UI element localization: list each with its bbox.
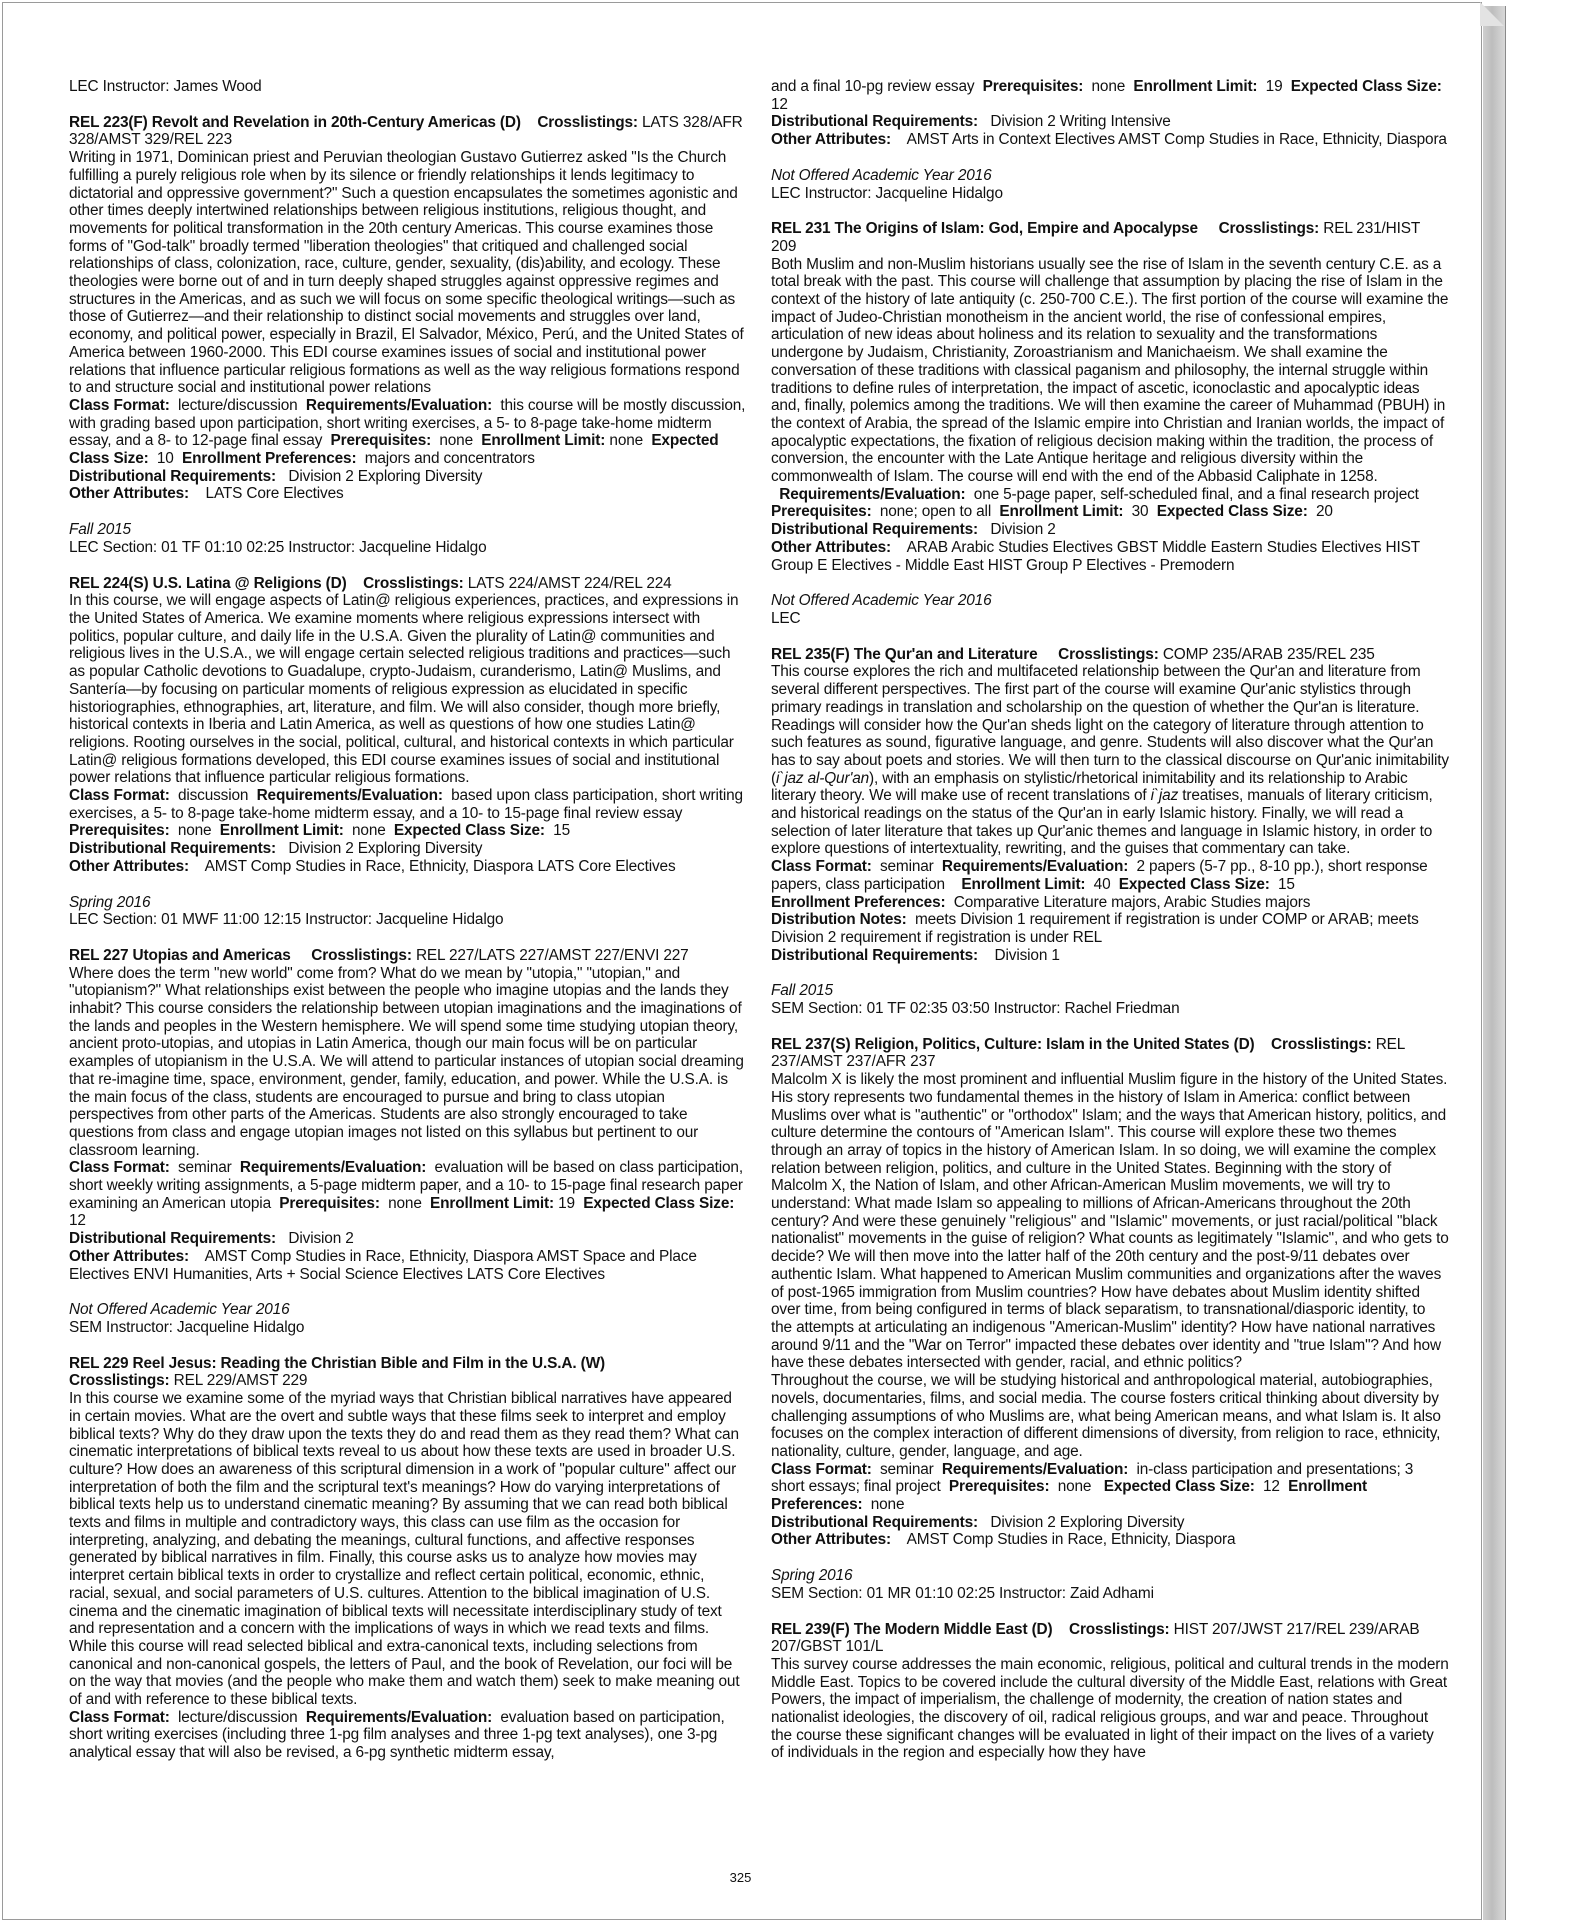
crosslistings-label: Crosslistings: [69, 1372, 170, 1390]
offering-rel-223 [69, 521, 747, 556]
section-info: LEC Section: 01 TF 01:10 02:25 Instructor: Jacqueline Hidalgo [69, 538, 487, 556]
course-details [69, 397, 747, 468]
other-attributes-value: ARAB Arabic Studies Electives GBST Middle Eastern Studies Electives HIST Group E Electives - Middle East HIST Group P Electives - Premodern [771, 538, 1420, 574]
offering-rel-235 [771, 982, 1449, 1017]
section-info: LEC Instructor: Jacqueline Hidalgo [771, 184, 1003, 202]
requirements-value: 2 papers (5-7 pp., 8-10 pp.), short response papers, class participation [771, 858, 1428, 893]
prerequisites-value: none [439, 432, 473, 450]
distributional-value: Division 2 [288, 1230, 354, 1248]
crosslistings-value: REL 237/AMST 237/AFR 237 [771, 1035, 1405, 1071]
enrollment-limit-value: 19 [558, 1194, 575, 1212]
distributional-label: Distributional Requirements: [771, 521, 979, 539]
course-description: This survey course addresses the main economic, religious, political and cultural trends in the modern Middle East. Topics to be covered include the cultural diversity of the Middle East, relations with Great Powers, the impact of imperialism, the challenge of modernity, the creation of nation states and nationalist ideologies, the discovery of oil, radical religious groups, and war and peace. Throughout the course these significant changes will be evaluated in light of their impact on the lives of a variety of individuals in the region and especially how they have [771, 1655, 1449, 1762]
class-size-value: 15 [1278, 875, 1295, 893]
prerequisites-label: Prerequisites: [69, 822, 170, 840]
offering-rel-227 [69, 1301, 747, 1336]
course-description: Where does the term "new world" come from? What do we mean by "utopia," "utopian," and "utopianism?" What relationships exist between the people who imagine utopias and the lands they inhabit? This course considers the relationship between utopian imaginations and the imaginations of the lands and peoples in the Western hemisphere. We will spend some time studying utopian theory, ancient proto-utopias, and utopias in Latin America, though our main focus will be on particular examples of utopianism in the U.S.A. We will attend to particular instances of utopian social dreaming that re-imagine time, space, environment, gender, family, education, and power. While the U.S.A. is the main focus of the class, students are encouraged to pursue and bring to class utopian perspectives from other parts of the Americas. Students are also strongly encouraged to take questions from class and engage utopian images not listed on this syllabus but pertinent to our classroom learning. [69, 964, 744, 1159]
crosslistings-value: HIST 207/JWST 217/REL 239/ARAB 207/GBST 101/L [771, 1620, 1420, 1656]
description-italic: i`jaz [1150, 787, 1179, 805]
enrollment-limit-label: Enrollment Limit: [999, 503, 1124, 521]
class-size-label: Expected Class Size: [583, 1194, 735, 1212]
page-edge-shadow [1483, 6, 1506, 1920]
instructor-line-top [69, 78, 747, 96]
section-info: SEM Instructor: Jacqueline Hidalgo [69, 1319, 305, 1336]
other-attributes-value: AMST Comp Studies in Race, Ethnicity, Diaspora [906, 1531, 1236, 1549]
course-title: REL 229 Reel Jesus: Reading the Christian Bible and Film in the U.S.A. (W) [69, 1354, 605, 1372]
prerequisites-value: none [1091, 78, 1126, 95]
term: Not Offered Academic Year 2016 [771, 592, 992, 610]
course-rel-224 [69, 575, 747, 876]
enrollment-limit-label: Enrollment Limit: [219, 822, 344, 840]
course-details [69, 1709, 747, 1762]
class-size-label: Expected Class Size: [1118, 875, 1270, 893]
other-attributes-label: Other Attributes: [771, 131, 892, 149]
other-attributes-label: Other Attributes: [69, 485, 190, 503]
requirements-value: this course will be mostly discussion, with grading based upon participation, short writing exercises, a 5- to 8-page take-home midterm essay, and a 8- to 12-page final essay [69, 396, 746, 450]
distributional-label: Distributional Requirements: [771, 946, 979, 964]
prerequisites-label: Prerequisites: [330, 432, 432, 450]
requirements-value: based upon class participation, short writing exercises, a 5- to 8-page take-home midterm essay, and a 10- to 15-page final review essay [69, 787, 743, 822]
term: Fall 2015 [69, 521, 131, 539]
course-title: REL 223(F) Revolt and Revelation in 20th-Century Americas (D) [69, 113, 521, 131]
distributional-value: Division 2 Exploring Diversity [990, 1513, 1185, 1531]
requirements-label: Requirements/Evaluation: [239, 1159, 427, 1177]
requirements-value: one 5-page paper, self-scheduled final, and a final research project [973, 485, 1419, 503]
requirements-value: evaluation based on participation, short writing exercises (including three 1-pg film analyses and three 1-pg text analyses), one 3-pg analytical essay that will also be revised, a 6-pg synthetic midterm essay, [69, 1708, 725, 1762]
enrollment-preferences-label: Enrollment Preferences: [771, 893, 946, 911]
offering-rel-229 [771, 167, 1449, 202]
course-title: REL 237(S) Religion, Politics, Culture: Islam in the United States (D) [771, 1035, 1255, 1053]
course-details [69, 1159, 747, 1230]
distributional-value: Division 1 [994, 946, 1060, 964]
class-format-label: Class Format: [69, 1708, 170, 1726]
crosslistings-label: Crosslistings: [311, 946, 412, 964]
offering-rel-224 [69, 894, 747, 929]
class-format-value: seminar [879, 1460, 934, 1478]
prerequisites-label: Prerequisites: [771, 503, 872, 521]
class-size-value: 12 [771, 95, 788, 113]
distributional-value: Division 2 Writing Intensive [990, 113, 1171, 131]
left-column [69, 78, 747, 1780]
class-size-label: Expected Class Size: [1103, 1478, 1255, 1496]
class-size-value: 12 [1262, 1478, 1280, 1496]
enrollment-limit-value: 19 [1265, 78, 1283, 95]
crosslistings-label: Crosslistings: [1271, 1035, 1372, 1053]
right-column [771, 78, 1449, 1780]
distributional-label: Distributional Requirements: [69, 467, 277, 485]
crosslistings-label: Crosslistings: [363, 574, 464, 592]
class-format-value: seminar [177, 1159, 232, 1177]
course-rel-231 [771, 220, 1449, 574]
term: Not Offered Academic Year 2016 [771, 166, 992, 184]
prerequisites-label: Prerequisites: [279, 1194, 380, 1212]
crosslistings-label: Crosslistings: [1218, 220, 1320, 238]
enrollment-preferences-value: majors and concentrators [364, 450, 535, 468]
course-description: In this course, we will engage aspects of Latin@ religious experiences, practices, and expressions in the United States of America. We examine moments where religious expressions intersect with politics, popular culture, and daily life in the U.S.A. Given the plurality of Latin@ communities and religious lives in the U.S.A., we will engage certain selected religious traditions and practices—such as popular Catholic devotions to Guadalupe, crypto-Judaism, curanderismo, Latin@ Muslims, and Santería—by focusing on particular moments of religious expression as elucidated in specific historiographies, ethnographies, art, literature, and film. We will also consider, though more briefly, historical contexts in Iberia and Latin America, as well as questions of how one studies Latin@ religions. Rooting ourselves in the social, political, cultural, and historical contexts in which particular Latin@ religious formations developed, this EDI course examines issues of social and institutional power relations that influence particular religious formations. [69, 592, 739, 787]
class-format-label: Class Format: [69, 396, 170, 414]
class-size-value: 15 [553, 822, 570, 840]
description-part: This course explores the rich and multifaceted relationship between the Qur'an and literature from several different perspectives. The first part of the course will examine Qur'anic stylistics through primary readings in translation and scholarship on the question of whether the Qur'an is literature. Readings will consider how the Qur'an sheds light on the category of literature through attention to such features as sound, figurative language, and genre. Students will also discover what the Qur'an has to say about poets and stories. We will then turn to the classical discourse on Qur'anic inimitability ( [771, 663, 1449, 787]
class-size-label: Expected Class Size: [1290, 78, 1442, 95]
enrollment-limit-label: Enrollment Limit: [481, 432, 606, 450]
distributional-value: Division 2 Exploring Diversity [288, 467, 483, 485]
other-attributes-label: Other Attributes: [69, 1247, 190, 1265]
enrollment-preferences-label: Enrollment Preferences: [181, 450, 357, 468]
prerequisites-value: none; open to all [879, 503, 992, 521]
class-size-value: 10 [156, 450, 174, 468]
enrollment-preferences-label: Enrollment Preferences: [771, 1478, 1367, 1514]
course-description [771, 663, 1449, 858]
term: Spring 2016 [69, 893, 151, 911]
distribution-notes-label: Distribution Notes: [771, 911, 907, 929]
class-format-label: Class Format: [69, 1159, 170, 1177]
section-info: LEC Section: 01 MWF 11:00 12:15 Instructor: Jacqueline Hidalgo [69, 911, 504, 929]
requirements-value: in-class participation and presentations; 3 short essays; final project [771, 1460, 1414, 1496]
class-format-label: Class Format: [771, 1460, 872, 1478]
crosslistings-value: REL 227/LATS 227/AMST 227/ENVI 227 [415, 946, 689, 964]
course-title: REL 227 Utopias and Americas [69, 946, 291, 964]
prerequisites-value: none [388, 1194, 422, 1212]
class-size-label: Expected Class Size: [69, 432, 719, 468]
offering-rel-231 [771, 592, 1449, 627]
description-part: treatises, manuals of literary criticism, and historical readings on the status of the Qur'an in early Islamic history. Finally, we will read a selection of later literature that takes up Qur'anic themes and language in Islamic history, in order to explore questions of intertextuality, rewriting, and the guises that commentary can take. [771, 787, 1433, 858]
course-description: Writing in 1971, Dominican priest and Peruvian theologian Gustavo Gutierrez asked "Is the Church fulfilling a purely religious role when by its silence or friendly relationships it lends legitimacy to dictatorial and oppressive government?" Such a question encapsulates the sometimes agonistic and other times deeply intertwined relationships between religious institutions, religious thought, and movements for political transformation in the 20th century Americas. This course examines those forms of "God-talk" broadly termed "liberation theologies" that critiqued and challenged social relationships of class, colonization, race, culture, gender, sexuality, (dis)ability, and ecology. These theologies were borne out of and in turn deeply shaped struggles against oppressive regimes and structures in the Americas, and as such we will focus on some specific theological writings—such as those of Gutierrez—and their relationship to distinct social movements and struggles over land, economy, and political power, especially in Brazil, El Salvador, México, Perú, and the United States of America between 1960-2000. This EDI course examines issues of social and institutional power relations that influence particular religious formations as well as the way religious formations respond to and structure social and institutional power relations [69, 149, 744, 397]
requirements-label: Requirements/Evaluation: [305, 1708, 493, 1726]
requirements-continued: and a final 10-pg review essay [771, 78, 975, 95]
course-rel-239 [771, 1621, 1449, 1763]
enrollment-limit-value: 30 [1131, 503, 1149, 521]
course-details [771, 1461, 1449, 1514]
crosslistings-value: REL 229/AMST 229 [173, 1372, 308, 1390]
other-attributes-label: Other Attributes: [771, 1531, 892, 1549]
other-attributes-label: Other Attributes: [69, 857, 190, 875]
enrollment-limit-value: none [352, 822, 386, 840]
section-info: SEM Section: 01 MR 01:10 02:25 Instructor: Zaid Adhami [771, 1584, 1154, 1602]
term: Not Offered Academic Year 2016 [69, 1301, 290, 1319]
course-details [69, 787, 747, 840]
crosslistings-label: Crosslistings: [1069, 1620, 1170, 1638]
description-italic: i`jaz al-Qur'an [775, 769, 870, 787]
prerequisites-label: Prerequisites: [948, 1478, 1050, 1496]
course-rel-223 [69, 114, 747, 503]
class-format-label: Class Format: [69, 787, 170, 805]
course-details [771, 858, 1449, 893]
class-size-value: 20 [1315, 503, 1333, 521]
course-title: REL 231 The Origins of Islam: God, Empire and Apocalypse [771, 220, 1198, 238]
course-rel-229 [69, 1355, 747, 1762]
course-description: In this course we examine some of the myriad ways that Christian biblical narratives have appeared in certain movies. What are the overt and subtle ways that these films seek to interpret and employ biblical texts? Why do they draw upon the texts they do and read them as they read them? What can cinematic interpretations of biblical texts reveal to us about how these texts are used in broader U.S. culture? How does an awareness of this scriptural dimension in a work of "popular culture" affect our interpretation of both the film and the scriptural text's meanings? How do varying interpretations of biblical texts help us to understand cinematic meaning? By assuming that we can read both biblical texts and films in multiple and contradictory ways, this class can use film as the occasion for interpreting, analyzing, and debating the meanings, cultural functions, and affective responses generated by biblical narratives in film. Finally, this course asks us to analyze how movies may interpret certain biblical texts in order to crystallize and reflect certain political, economic, ethnic, racial, sexual, and social parameters of U.S. cultures. Attention to the biblical imagination of U.S. cinema and the cinematic imagination of biblical texts will necessitate interdisciplinary study of text and representation and a concern with the implications of ways in which we read texts and films. While this course will read selected biblical and extra-canonical texts, including selections from canonical and non-canonical gospels, the letters of Paul, and the book of Revelation, our foci will be on the way that movies (and the people who make them and watch them) seek to make meaning out of and with reference to these biblical texts. [69, 1390, 740, 1709]
class-format-value: lecture/discussion [177, 1708, 298, 1726]
requirements-label: Requirements/Evaluation: [941, 1460, 1129, 1478]
crosslistings-value: REL 231/HIST 209 [771, 220, 1420, 255]
course-description-continued: Throughout the course, we will be studying historical and anthropological material, autobiographies, novels, documentaries, films, and social media. The course fosters critical thinking about diversity by challenging assumptions of who Muslims are, what being American means, and what Islam is. It also focuses on the complex interaction of different dimensions of diversity, from religion to race, ethnicity, nationality, culture, gender, language, and age. [771, 1372, 1441, 1460]
other-attributes-label: Other Attributes: [771, 538, 892, 556]
prerequisites-value: none [177, 822, 212, 840]
course-title: REL 235(F) The Qur'an and Literature [771, 645, 1038, 663]
prerequisites-value: none [1057, 1478, 1092, 1496]
course-details [771, 486, 1449, 521]
offering-rel-237 [771, 1567, 1449, 1602]
course-rel-237 [771, 1036, 1449, 1549]
crosslistings-label: Crosslistings: [1058, 645, 1159, 663]
enrollment-preferences-value: Comparative Literature majors, Arabic Studies majors [953, 893, 1311, 911]
distributional-label: Distributional Requirements: [69, 840, 277, 858]
class-format-value: seminar [879, 858, 934, 876]
course-rel-229-continued [771, 78, 1449, 149]
other-attributes-value: AMST Comp Studies in Race, Ethnicity, Diaspora LATS Core Electives [204, 857, 676, 875]
term: Fall 2015 [771, 982, 833, 1000]
requirements-label: Requirements/Evaluation: [779, 485, 966, 503]
enrollment-limit-label: Enrollment Limit: [961, 875, 1086, 893]
course-description: Malcolm X is likely the most prominent and influential Muslim figure in the history of the United States. His story represents two fundamental themes in the history of Islam in America: conflict between Muslims over what is "authentic" or "orthodox" Islam; and the ways that American history, politics, and culture determine the contours of "American Islam". This course will explore these two themes through an array of topics in the history of American Islam. In so doing, we will examine the complex relation between religion, politics, and culture in the United States. Beginning with the story of Malcolm X, the Nation of Islam, and other African-American Muslim movements, we will try to understand: What made Islam so appealing to millions of African-Americans throughout the 20th century? And were these genuinely "religious" and "Islamic" movements, or just racial/political "black nationalist" movements in the guise of religion? What counts as legitimately "Islamic", and who gets to decide? We will then move into the latter half of the 20th century and the post-9/11 debates over authentic Islam. What happened to American Muslim communities and organizations after the waves of post-1965 immigration from Muslim countries? How have debates about Muslim identity shifted over time, from being configured in terms of black separatism, to transnational/diasporic identity, to the attempts at articulating an indigenous "American-Muslim" identity? How have national narratives around 9/11 and the "War on Terror" impacted these debates over identity and "true Islam"? And how have these debates intersected with gender, racial, and ethnic politics? [771, 1071, 1449, 1372]
distributional-label: Distributional Requirements: [771, 1513, 979, 1531]
class-format-value: lecture/discussion [177, 396, 298, 414]
class-format-value: discussion [177, 787, 249, 805]
requirements-label: Requirements/Evaluation: [305, 396, 493, 414]
crosslistings-value: LATS 328/AFR 328/AMST 329/REL 223 [69, 113, 743, 149]
enrollment-limit-value: none [609, 432, 644, 450]
class-size-label: Expected Class Size: [393, 822, 545, 840]
other-attributes-value: LATS Core Electives [205, 485, 344, 503]
enrollment-limit-value: 40 [1093, 875, 1111, 893]
section-info: SEM Section: 01 TF 02:35 03:50 Instructor: Rachel Friedman [771, 1000, 1180, 1018]
crosslistings-value: LATS 224/AMST 224/REL 224 [467, 574, 672, 592]
class-format-label: Class Format: [771, 858, 872, 876]
crosslistings-value: COMP 235/ARAB 235/REL 235 [1162, 645, 1375, 663]
distributional-value: Division 2 [990, 521, 1056, 539]
crosslistings-label: Crosslistings: [537, 113, 638, 131]
section-info: LEC [771, 609, 801, 627]
term: Spring 2016 [771, 1567, 853, 1585]
course-details [771, 78, 1449, 113]
page-corner-fold [1480, 2, 1504, 26]
distributional-label: Distributional Requirements: [69, 1230, 277, 1248]
prerequisites-label: Prerequisites: [982, 78, 1084, 95]
instructor-line: LEC Instructor: James Wood [69, 78, 262, 95]
distribution-notes-value: meets Division 1 requirement if registration is under COMP or ARAB; meets Division 2 requirement if registration is under REL [771, 911, 1419, 946]
requirements-label: Requirements/Evaluation: [941, 858, 1129, 876]
course-rel-227 [69, 947, 747, 1283]
enrollment-limit-label: Enrollment Limit: [430, 1194, 554, 1212]
distributional-value: Division 2 Exploring Diversity [288, 840, 483, 858]
page-number: 325 [729, 1870, 752, 1885]
distributional-label: Distributional Requirements: [771, 113, 979, 131]
other-attributes-value: AMST Arts in Context Electives AMST Comp Studies in Race, Ethnicity, Diaspora [906, 131, 1447, 149]
course-rel-235 [771, 646, 1449, 965]
class-size-label: Expected Class Size: [1156, 503, 1308, 521]
requirements-value: evaluation will be based on class participation, short weekly writing assignments, a 5-page midterm paper, and a 10- to 15-page final research paper examining an American utopia [69, 1159, 743, 1212]
other-attributes-value: AMST Comp Studies in Race, Ethnicity, Diaspora AMST Space and Place Electives ENVI Humanities, Arts + Social Science Electives LATS Core Electives [69, 1247, 697, 1283]
course-title: REL 224(S) U.S. Latina @ Religions (D) [69, 574, 347, 592]
course-title: REL 239(F) The Modern Middle East (D) [771, 1620, 1053, 1638]
requirements-label: Requirements/Evaluation: [256, 787, 443, 805]
class-size-value: 12 [69, 1212, 86, 1230]
course-description: Both Muslim and non-Muslim historians usually see the rise of Islam in the seventh century C.E. as a total break with the past. This course will challenge that assumption by placing the rise of Islam in the context of the history of late antiquity (c. 250-700 C.E.). The first portion of the course will examine the impact of Judeo-Christian monotheism in the ancient world, the rise of confessional empires, articulation of new ideas about holiness and its relation to sexuality and the transformations undergone by Judaism, Christianity, Zoroastrianism and Manichaeism. We shall examine the conversation of these traditions with classical paganism and philosophy, the internal struggle within traditions to define rules of interpretation, the impact of ascetic, iconoclastic and apocalyptic ideas and, finally, polemics among the traditions. We will then examine the career of Muhammad (PBUH) in the context of Arabia, the spread of the Islamic empire into Christian and Iranian worlds, the impact of apocalyptic expectations, the fixation of religious decision making within the tradition, the process of conversion, the encounter with the Late Antique heritage and religious diversity within the commonwealth of Islam. The course will end with the end of the Abbasid Caliphate in 1258. [771, 255, 1449, 486]
description-part: ), with an emphasis on stylistic/rhetorical inimitability and its relationship to Arabic literary theory. We will make use of recent translations of [771, 769, 1408, 805]
enrollment-preferences-value: none [870, 1496, 905, 1514]
enrollment-limit-label: Enrollment Limit: [1133, 78, 1258, 95]
